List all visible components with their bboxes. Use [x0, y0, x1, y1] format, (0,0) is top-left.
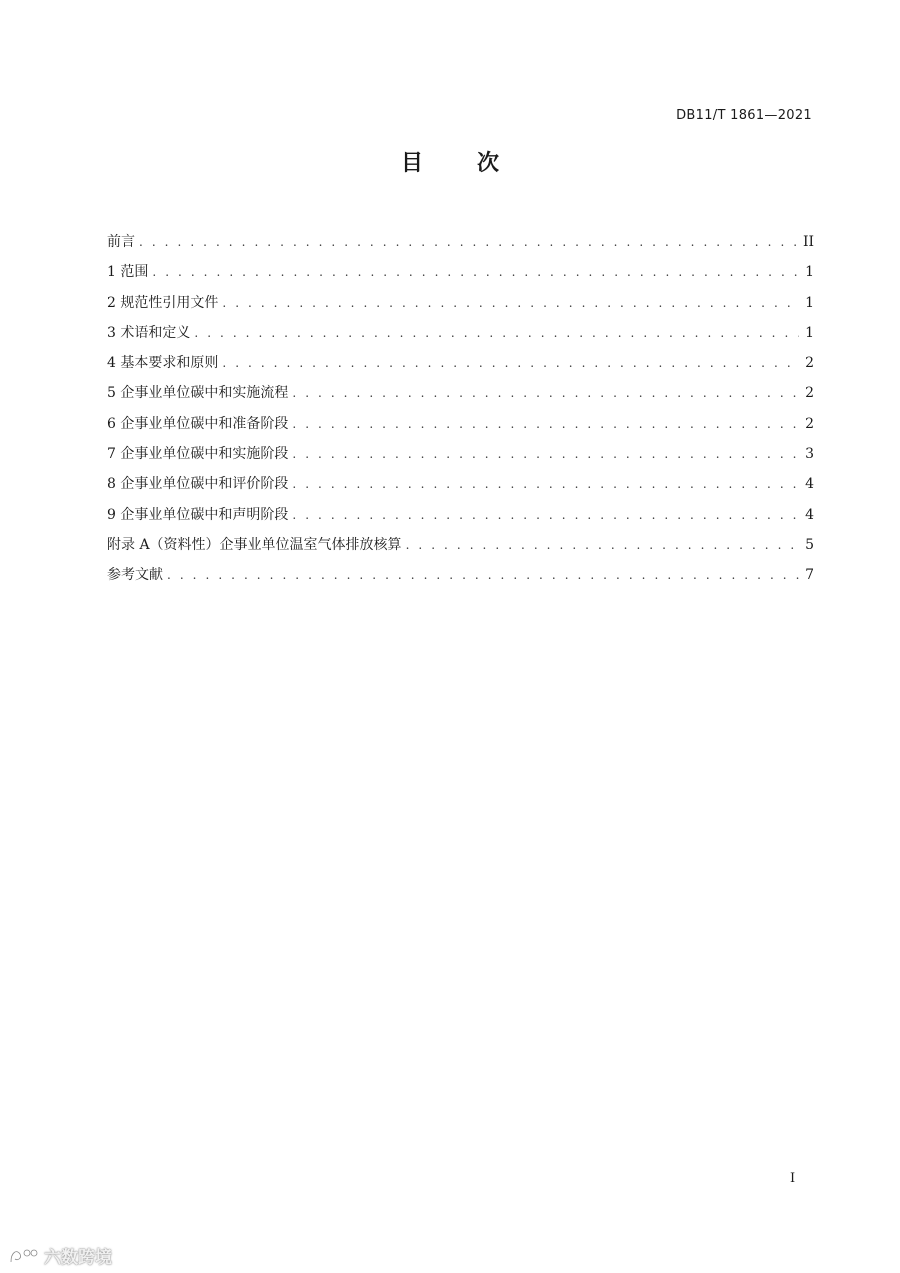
toc-entry-2[interactable] — [107, 288, 814, 318]
toc-entry-label: 1 范围 — [107, 264, 149, 281]
toc-leader-dots — [152, 257, 799, 287]
toc-entry-label: 5 企事业单位碳中和实施流程 — [107, 385, 289, 402]
page-title — [0, 146, 900, 177]
toc-entry-label: 附录 A（资料性）企事业单位温室气体排放核算 — [107, 536, 402, 553]
toc-entry-page: 4 — [805, 476, 814, 493]
toc-leader-dots — [292, 378, 799, 408]
page-number: I — [790, 1171, 796, 1186]
toc-entry-page: 2 — [805, 355, 814, 372]
toc-entry-page: 4 — [805, 506, 814, 523]
toc-entry-label: 6 企事业单位碳中和准备阶段 — [107, 415, 289, 432]
toc-entry-preface[interactable] — [107, 227, 814, 257]
toc-leader-dots — [406, 530, 800, 560]
toc-entry-1[interactable] — [107, 257, 814, 287]
toc-entry-label: 3 术语和定义 — [107, 324, 191, 341]
toc-entry-5[interactable] — [107, 378, 814, 408]
toc-entry-8[interactable] — [107, 469, 814, 499]
toc-entry-label: 9 企事业单位碳中和声明阶段 — [107, 506, 289, 523]
title-char-2: 次 — [477, 151, 500, 176]
toc-entry-page: 3 — [805, 446, 814, 463]
toc-entry-label: 参考文献 — [107, 567, 163, 584]
toc-entry-page: 2 — [805, 415, 814, 432]
toc-entry-label: 8 企事业单位碳中和评价阶段 — [107, 476, 289, 493]
toc-entry-label: 2 规范性引用文件 — [107, 294, 219, 311]
toc-entry-label: 4 基本要求和原则 — [107, 355, 219, 372]
toc-leader-dots — [139, 227, 797, 257]
toc-leader-dots — [292, 439, 799, 469]
watermark-logo-icon — [8, 1246, 38, 1266]
toc-entry-page: 1 — [805, 264, 814, 281]
toc-entry-6[interactable] — [107, 409, 814, 439]
toc-entry-page: 2 — [805, 385, 814, 402]
title-char-1: 目 — [400, 151, 423, 176]
toc-entry-appendix-a[interactable] — [107, 530, 814, 560]
toc-leader-dots — [292, 500, 799, 530]
toc-entry-9[interactable] — [107, 500, 814, 530]
toc-entry-page: 7 — [805, 567, 814, 584]
toc-entry-references[interactable] — [107, 560, 814, 590]
toc-entry-label: 7 企事业单位碳中和实施阶段 — [107, 446, 289, 463]
toc-leader-dots — [222, 348, 799, 378]
toc-leader-dots — [292, 409, 799, 439]
toc-entry-page: 1 — [805, 294, 814, 311]
document-code: DB11/T 1861—2021 — [676, 108, 812, 123]
toc-leader-dots — [194, 318, 799, 348]
toc-entry-page: II — [802, 234, 814, 250]
toc-entry-page: 5 — [805, 536, 814, 553]
toc-entry-4[interactable] — [107, 348, 814, 378]
toc-leader-dots — [222, 288, 799, 318]
table-of-contents — [107, 227, 814, 591]
toc-leader-dots — [167, 560, 799, 590]
toc-entry-7[interactable] — [107, 439, 814, 469]
toc-leader-dots — [292, 469, 799, 499]
watermark-text: 六数跨境 — [44, 1248, 112, 1268]
toc-entry-page: 1 — [805, 324, 814, 341]
watermark — [8, 1243, 112, 1268]
toc-entry-3[interactable] — [107, 318, 814, 348]
toc-entry-label: 前言 — [107, 234, 135, 250]
